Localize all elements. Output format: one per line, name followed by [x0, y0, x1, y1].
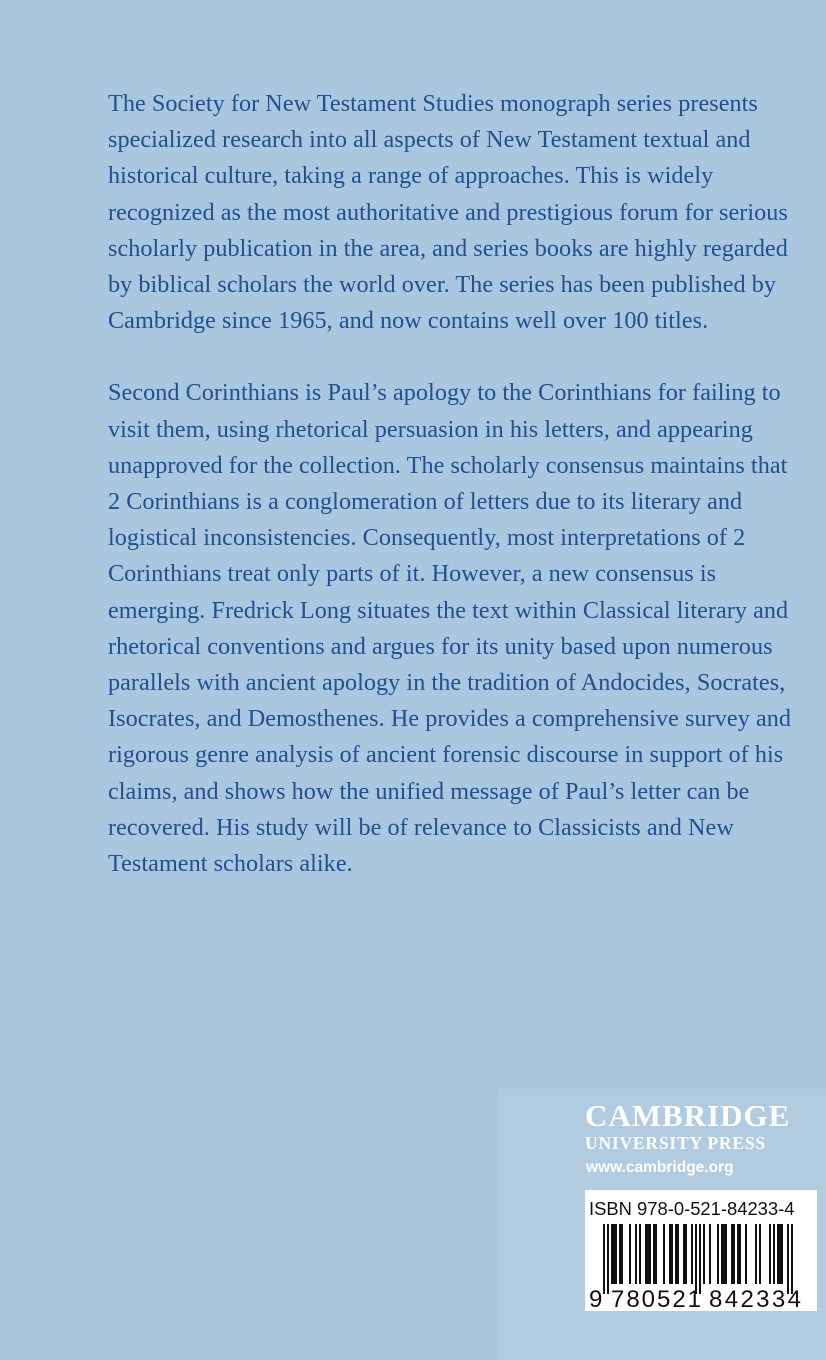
isbn-label: ISBN 978-0-521-84233-4	[589, 1198, 795, 1219]
barcode-bar	[733, 1224, 735, 1284]
barcode-bar	[635, 1224, 637, 1284]
barcode-digit-first: 9	[589, 1286, 603, 1311]
barcode-bar	[723, 1224, 725, 1284]
barcode-bar	[699, 1224, 701, 1294]
barcode-bar	[755, 1224, 757, 1284]
barcode-bar	[683, 1224, 685, 1284]
barcode-bar	[677, 1224, 679, 1284]
barcode-bar	[645, 1224, 647, 1284]
publisher-logo	[585, 1098, 826, 1154]
barcode-bar	[725, 1224, 727, 1284]
barcode-bar	[653, 1224, 655, 1284]
barcode-bar	[759, 1224, 761, 1284]
barcode-bar	[675, 1224, 677, 1284]
barcode-bars	[603, 1224, 793, 1294]
barcode-bar	[603, 1224, 605, 1294]
barcode-bar	[737, 1224, 739, 1284]
barcode-bar	[615, 1224, 617, 1284]
barcode-bar	[611, 1224, 613, 1284]
barcode-bar	[663, 1224, 665, 1284]
barcode-bar	[787, 1224, 789, 1294]
barcode-bar	[717, 1224, 719, 1284]
barcode-bar	[639, 1224, 641, 1284]
barcode-digits-left: 780521	[611, 1286, 701, 1311]
barcode-bar	[739, 1224, 741, 1284]
barcode-bar	[669, 1224, 671, 1284]
barcode-bar	[613, 1224, 615, 1284]
barcode-bar	[777, 1224, 779, 1284]
barcode-bar	[791, 1224, 793, 1294]
barcode-bar	[647, 1224, 649, 1284]
cover-blurb	[108, 86, 798, 882]
barcode-bar	[629, 1224, 631, 1284]
barcode-digits-right: 842334	[709, 1286, 801, 1311]
barcode-bar	[619, 1224, 621, 1284]
publisher-url: www.cambridge.org	[586, 1159, 734, 1176]
barcode-bar	[695, 1224, 697, 1294]
barcode-bar	[621, 1224, 623, 1284]
publisher-name-line2: UNIVERSITY PRESS	[585, 1133, 766, 1153]
isbn-barcode	[585, 1190, 817, 1311]
book-description: Second Corinthians is Paul’s apology to the Corinthians for failing to visit them, using rhetorical persuasion in his letters, and appearing unapproved for the collection. The scholarly consensus maintains that 2 Corinthians is a conglomeration of letters due to its literary and logistical inconsistencies. Consequently, most interpretations of 2 Corinthians treat only parts of it. However, a new consensus is emerging. Fredrick Long situates the text within Classical literary and rhetorical conventions and argues for its unity based upon numerous parallels with ancient apology in the tradition of Andocides, Socrates, Isocrates, and Demosthenes. He provides a comprehensive survey and rigorous genre analysis of ancient forensic discourse in support of his claims, and shows how the unified message of Paul’s letter can be recovered. His study will be of relevance to Classicists and New Testament scholars alike.	[108, 379, 792, 878]
barcode-bar	[769, 1224, 771, 1284]
barcode-bar	[691, 1224, 693, 1284]
barcode-bar	[709, 1224, 711, 1284]
barcode-bar	[773, 1224, 775, 1284]
series-description: The Society for New Testament Studies monograph series presents specialized research into all aspects of New Testament textual and historical culture, taking a range of approaches. This is widely recognized as the most authoritative and prestigious forum for serious scholarly publication in the area, and series books are highly regarded by biblical scholars the world over. The series has been published by Cambridge since 1965, and now contains well over 100 titles.	[108, 90, 788, 335]
barcode-bar	[655, 1224, 657, 1284]
publisher-name-line1: CAMBRIDGE	[585, 1098, 791, 1133]
barcode-bar	[731, 1224, 733, 1284]
barcode-bar	[685, 1224, 687, 1284]
barcode-bar	[671, 1224, 673, 1284]
barcode-bar	[721, 1224, 723, 1284]
barcode-bar	[703, 1224, 705, 1284]
barcode-bar	[745, 1224, 747, 1284]
barcode-bar	[781, 1224, 783, 1284]
publisher-panel	[499, 1089, 826, 1360]
barcode-bar	[649, 1224, 651, 1284]
barcode-bar	[779, 1224, 781, 1284]
barcode-bar	[607, 1224, 609, 1294]
